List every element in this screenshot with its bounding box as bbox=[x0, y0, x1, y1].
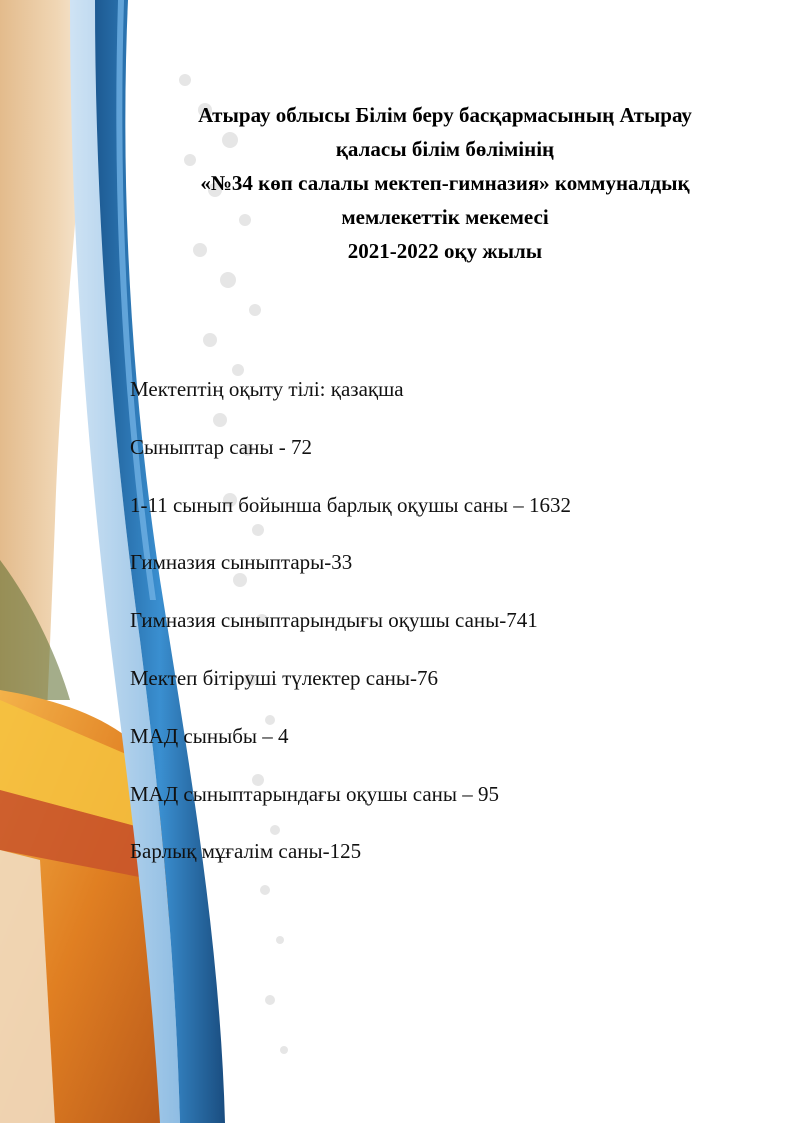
title-line-1: Атырау облысы Білім беру басқармасының Атырау bbox=[198, 103, 692, 127]
fact-gymnasium-classes: Гимназия сыныптары-33 bbox=[130, 550, 353, 575]
school-facts-list bbox=[130, 374, 750, 894]
fact-mad-classes: МАД сыныбы – 4 bbox=[130, 723, 289, 748]
fact-total-students: 1-11 сынып бойынша барлық оқушы саны – 1632 bbox=[130, 492, 571, 517]
title-line-5: 2021-2022 оқу жылы bbox=[347, 239, 543, 263]
fact-teaching-language: Мектептің оқыту тілі: қазақша bbox=[130, 377, 404, 401]
title-line-4: мемлекеттік мекемесі bbox=[341, 205, 549, 229]
title-line-2: қаласы білім бөлімінің bbox=[335, 137, 555, 161]
fact-graduates: Мектеп бітіруші түлектер саны-76 bbox=[130, 665, 439, 690]
fact-mad-students: МАД сыныптарындағы оқушы саны – 95 bbox=[130, 781, 499, 806]
fact-teacher-count: Барлық мұғалім саны-125 bbox=[130, 839, 362, 864]
fact-class-count: Сыныптар саны - 72 bbox=[130, 434, 312, 459]
title-line-3: «№34 көп салалы мектеп-гимназия» коммуналдық bbox=[200, 171, 690, 195]
fact-gymnasium-students: Гимназия сыныптарындығы оқушы саны-741 bbox=[130, 608, 538, 633]
document-title bbox=[150, 98, 740, 268]
